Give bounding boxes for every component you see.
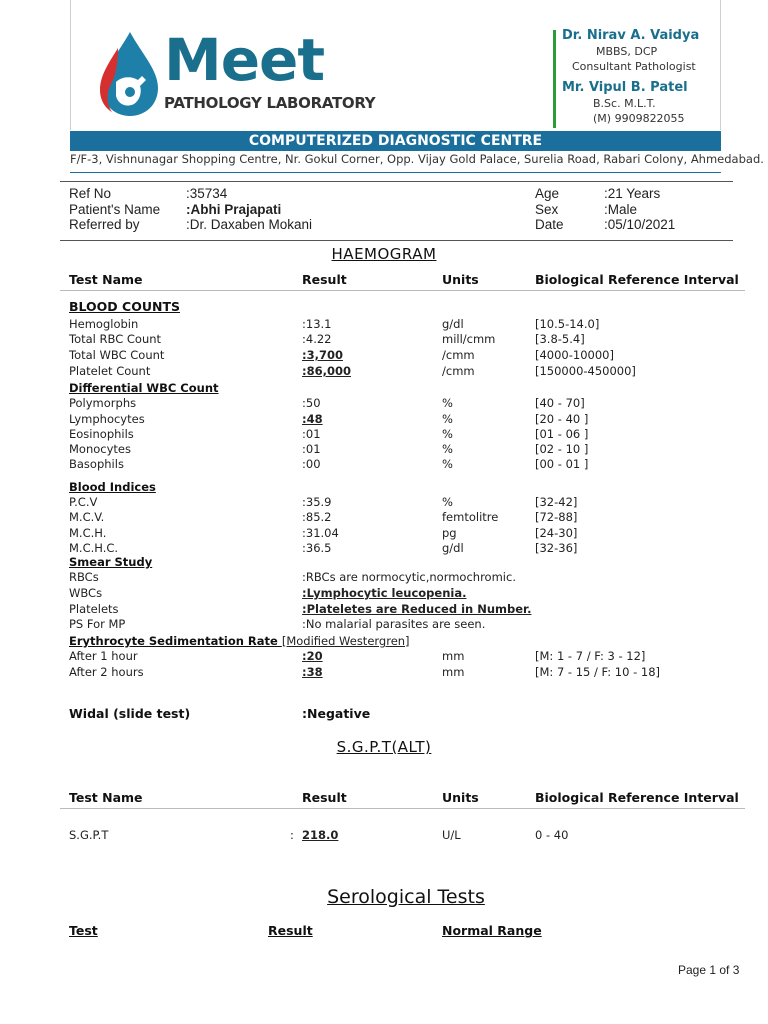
sgpt-col-test: Test Name (69, 790, 143, 805)
esr-ref: [M: 1 - 7 / F: 3 - 12] (535, 649, 646, 663)
patient-name-label: Patient's Name (69, 202, 161, 217)
diff-units: % (442, 457, 453, 471)
age-label: Age (535, 186, 560, 201)
diff-units: % (442, 427, 453, 441)
esr-units: mm (442, 649, 465, 663)
sex-label: Sex (535, 202, 559, 217)
diff-result: :01 (302, 427, 321, 441)
diff-result: :01 (302, 442, 321, 456)
blood-count-result-abnormal: :3,700 (302, 348, 343, 362)
index-ref: [72-88] (535, 510, 578, 524)
centre-banner: COMPUTERIZED DIAGNOSTIC CENTRE (70, 131, 721, 151)
diff-units: % (442, 412, 453, 426)
widal-label: Widal (slide test) (69, 706, 191, 721)
date-value: :05/10/2021 (604, 217, 676, 232)
diff-ref: [20 - 40 ] (535, 412, 589, 426)
sgpt-col-result: Result (302, 790, 347, 805)
blood-count-result: :4.22 (302, 332, 332, 346)
doctor1-qualification: MBBS, DCP (596, 45, 658, 58)
patient-name-value: :Abhi Prajapati (186, 202, 282, 217)
sgpt-title: S.G.P.T(ALT) (336, 738, 432, 756)
diff-ref: [01 - 06 ] (535, 427, 589, 441)
index-name: M.C.H. (69, 526, 107, 540)
index-result: :31.04 (302, 526, 339, 540)
lab-brand-name: Meet (164, 26, 325, 94)
diff-name: Monocytes (69, 442, 131, 456)
ref-no-value: :35734 (186, 186, 228, 201)
smear-study-heading: Smear Study (69, 555, 153, 569)
widal-value: :Negative (302, 706, 371, 721)
blood-count-name: Platelet Count (69, 364, 151, 378)
smear-name: Platelets (69, 602, 119, 616)
blood-count-name: Total WBC Count (69, 348, 165, 362)
blood-indices-heading: Blood Indices (69, 480, 156, 494)
serology-col-result: Result (268, 923, 313, 938)
letterhead-left-border (70, 0, 71, 130)
esr-ref: [M: 7 - 15 / F: 10 - 18] (535, 665, 661, 679)
blood-count-units: mill/cmm (442, 332, 496, 346)
haemogram-col-test: Test Name (69, 272, 143, 287)
sgpt-colon: : (290, 828, 294, 842)
esr-heading (69, 632, 410, 650)
blood-count-result: :13.1 (302, 317, 332, 331)
sgpt-units: U/L (442, 828, 461, 842)
doctor-divider (553, 30, 556, 128)
haemogram-title: HAEMOGRAM (331, 245, 437, 263)
blood-count-result-abnormal: :86,000 (302, 364, 351, 378)
index-units: pg (442, 526, 457, 540)
referred-by-value: :Dr. Daxaben Mokani (186, 217, 313, 232)
smear-result-abnormal: :Plateletes are Reduced in Number. (302, 602, 532, 616)
sgpt-col-ref: Biological Reference Interval (535, 790, 739, 805)
serology-col-test: Test (69, 923, 98, 938)
diff-result: :50 (302, 396, 321, 410)
diff-units: % (442, 396, 453, 410)
smear-result-abnormal: :Lymphocytic leucopenia. (302, 586, 467, 600)
smear-result: :RBCs are normocytic,normochromic. (302, 570, 516, 584)
blood-count-name: Hemoglobin (69, 317, 139, 331)
index-result: :85.2 (302, 510, 332, 524)
esr-name: After 1 hour (69, 649, 138, 663)
letterhead-right-border (720, 0, 721, 130)
diff-units: % (442, 442, 453, 456)
index-name: M.C.V. (69, 510, 105, 524)
esr-units: mm (442, 665, 465, 679)
index-units: % (442, 495, 453, 509)
haemogram-col-ref: Biological Reference Interval (535, 272, 739, 287)
index-ref: [32-36] (535, 541, 578, 555)
sgpt-name: S.G.P.T (69, 828, 109, 842)
blood-count-ref: [3.8-5.4] (535, 332, 585, 346)
index-result: :36.5 (302, 541, 332, 555)
esr-result-abnormal: :20 (302, 649, 323, 663)
blood-count-ref: [150000-450000] (535, 364, 636, 378)
doctor2-phone: (M) 9909822055 (593, 112, 685, 125)
diff-name: Eosinophils (69, 427, 134, 441)
doctor1-name: Dr. Nirav A. Vaidya (562, 28, 700, 43)
esr-name: After 2 hours (69, 665, 144, 679)
index-ref: [32-42] (535, 495, 578, 509)
haemogram-header-rule (60, 290, 745, 291)
age-value: :21 Years (604, 186, 661, 201)
diff-name: Basophils (69, 457, 124, 471)
sgpt-result-abnormal: 218.0 (302, 828, 339, 842)
index-ref: [24-30] (535, 526, 578, 540)
lab-address: F/F-3, Vishnunagar Shopping Centre, Nr. Gokul Corner, Opp. Vijay Gold Palace, Surelia Road, Rabari Colony, Ahmedabad. (70, 152, 764, 166)
sex-value: :Male (604, 202, 638, 217)
lab-logo-icon (96, 30, 164, 118)
smear-name: PS For MP (69, 617, 126, 631)
index-units: g/dl (442, 541, 464, 555)
differential-wbc-heading: Differential WBC Count (69, 381, 219, 395)
serology-col-range: Normal Range (442, 923, 542, 938)
smear-result: :No malarial parasites are seen. (302, 617, 486, 631)
header-bottom-rule (70, 172, 721, 173)
haemogram-col-result: Result (302, 272, 347, 287)
blood-count-name: Total RBC Count (69, 332, 162, 346)
smear-name: WBCs (69, 586, 103, 600)
smear-name: RBCs (69, 570, 99, 584)
blood-count-ref: [4000-10000] (535, 348, 614, 362)
referred-by-label: Referred by (69, 217, 140, 232)
patient-bottom-rule (60, 240, 733, 241)
index-name: M.C.H.C. (69, 541, 119, 555)
haemogram-col-units: Units (442, 272, 479, 287)
esr-method: [Modified Westergren] (281, 634, 410, 648)
serology-title: Serological Tests (327, 886, 485, 908)
sgpt-col-units: Units (442, 790, 479, 805)
doctor1-role: Consultant Pathologist (572, 60, 696, 73)
lab-brand-subtitle: PATHOLOGY LABORATORY (164, 94, 376, 112)
blood-counts-heading: BLOOD COUNTS (69, 299, 180, 314)
index-name: P.C.V (69, 495, 98, 509)
diff-ref: [40 - 70] (535, 396, 585, 410)
index-units: femtolitre (442, 510, 499, 524)
sgpt-header-rule (60, 808, 745, 809)
sgpt-ref: 0 - 40 (535, 828, 569, 842)
doctor2-qualification: B.Sc. M.L.T. (593, 97, 656, 110)
diff-ref: [02 - 10 ] (535, 442, 589, 456)
blood-count-units: /cmm (442, 364, 475, 378)
date-label: Date (535, 217, 564, 232)
blood-count-units: /cmm (442, 348, 475, 362)
esr-result-abnormal: :38 (302, 665, 323, 679)
esr-title: Erythrocyte Sedimentation Rate (69, 634, 282, 648)
diff-ref: [00 - 01 ] (535, 457, 589, 471)
diff-result-abnormal: :48 (302, 412, 323, 426)
diff-name: Polymorphs (69, 396, 137, 410)
index-result: :35.9 (302, 495, 332, 509)
blood-count-ref: [10.5-14.0] (535, 317, 600, 331)
diff-result: :00 (302, 457, 321, 471)
patient-top-rule (60, 181, 733, 182)
ref-no-label: Ref No (69, 186, 112, 201)
blood-count-units: g/dl (442, 317, 464, 331)
page-number: Page 1 of 3 (678, 963, 740, 977)
doctor2-name: Mr. Vipul B. Patel (562, 80, 688, 95)
diff-name: Lymphocytes (69, 412, 145, 426)
